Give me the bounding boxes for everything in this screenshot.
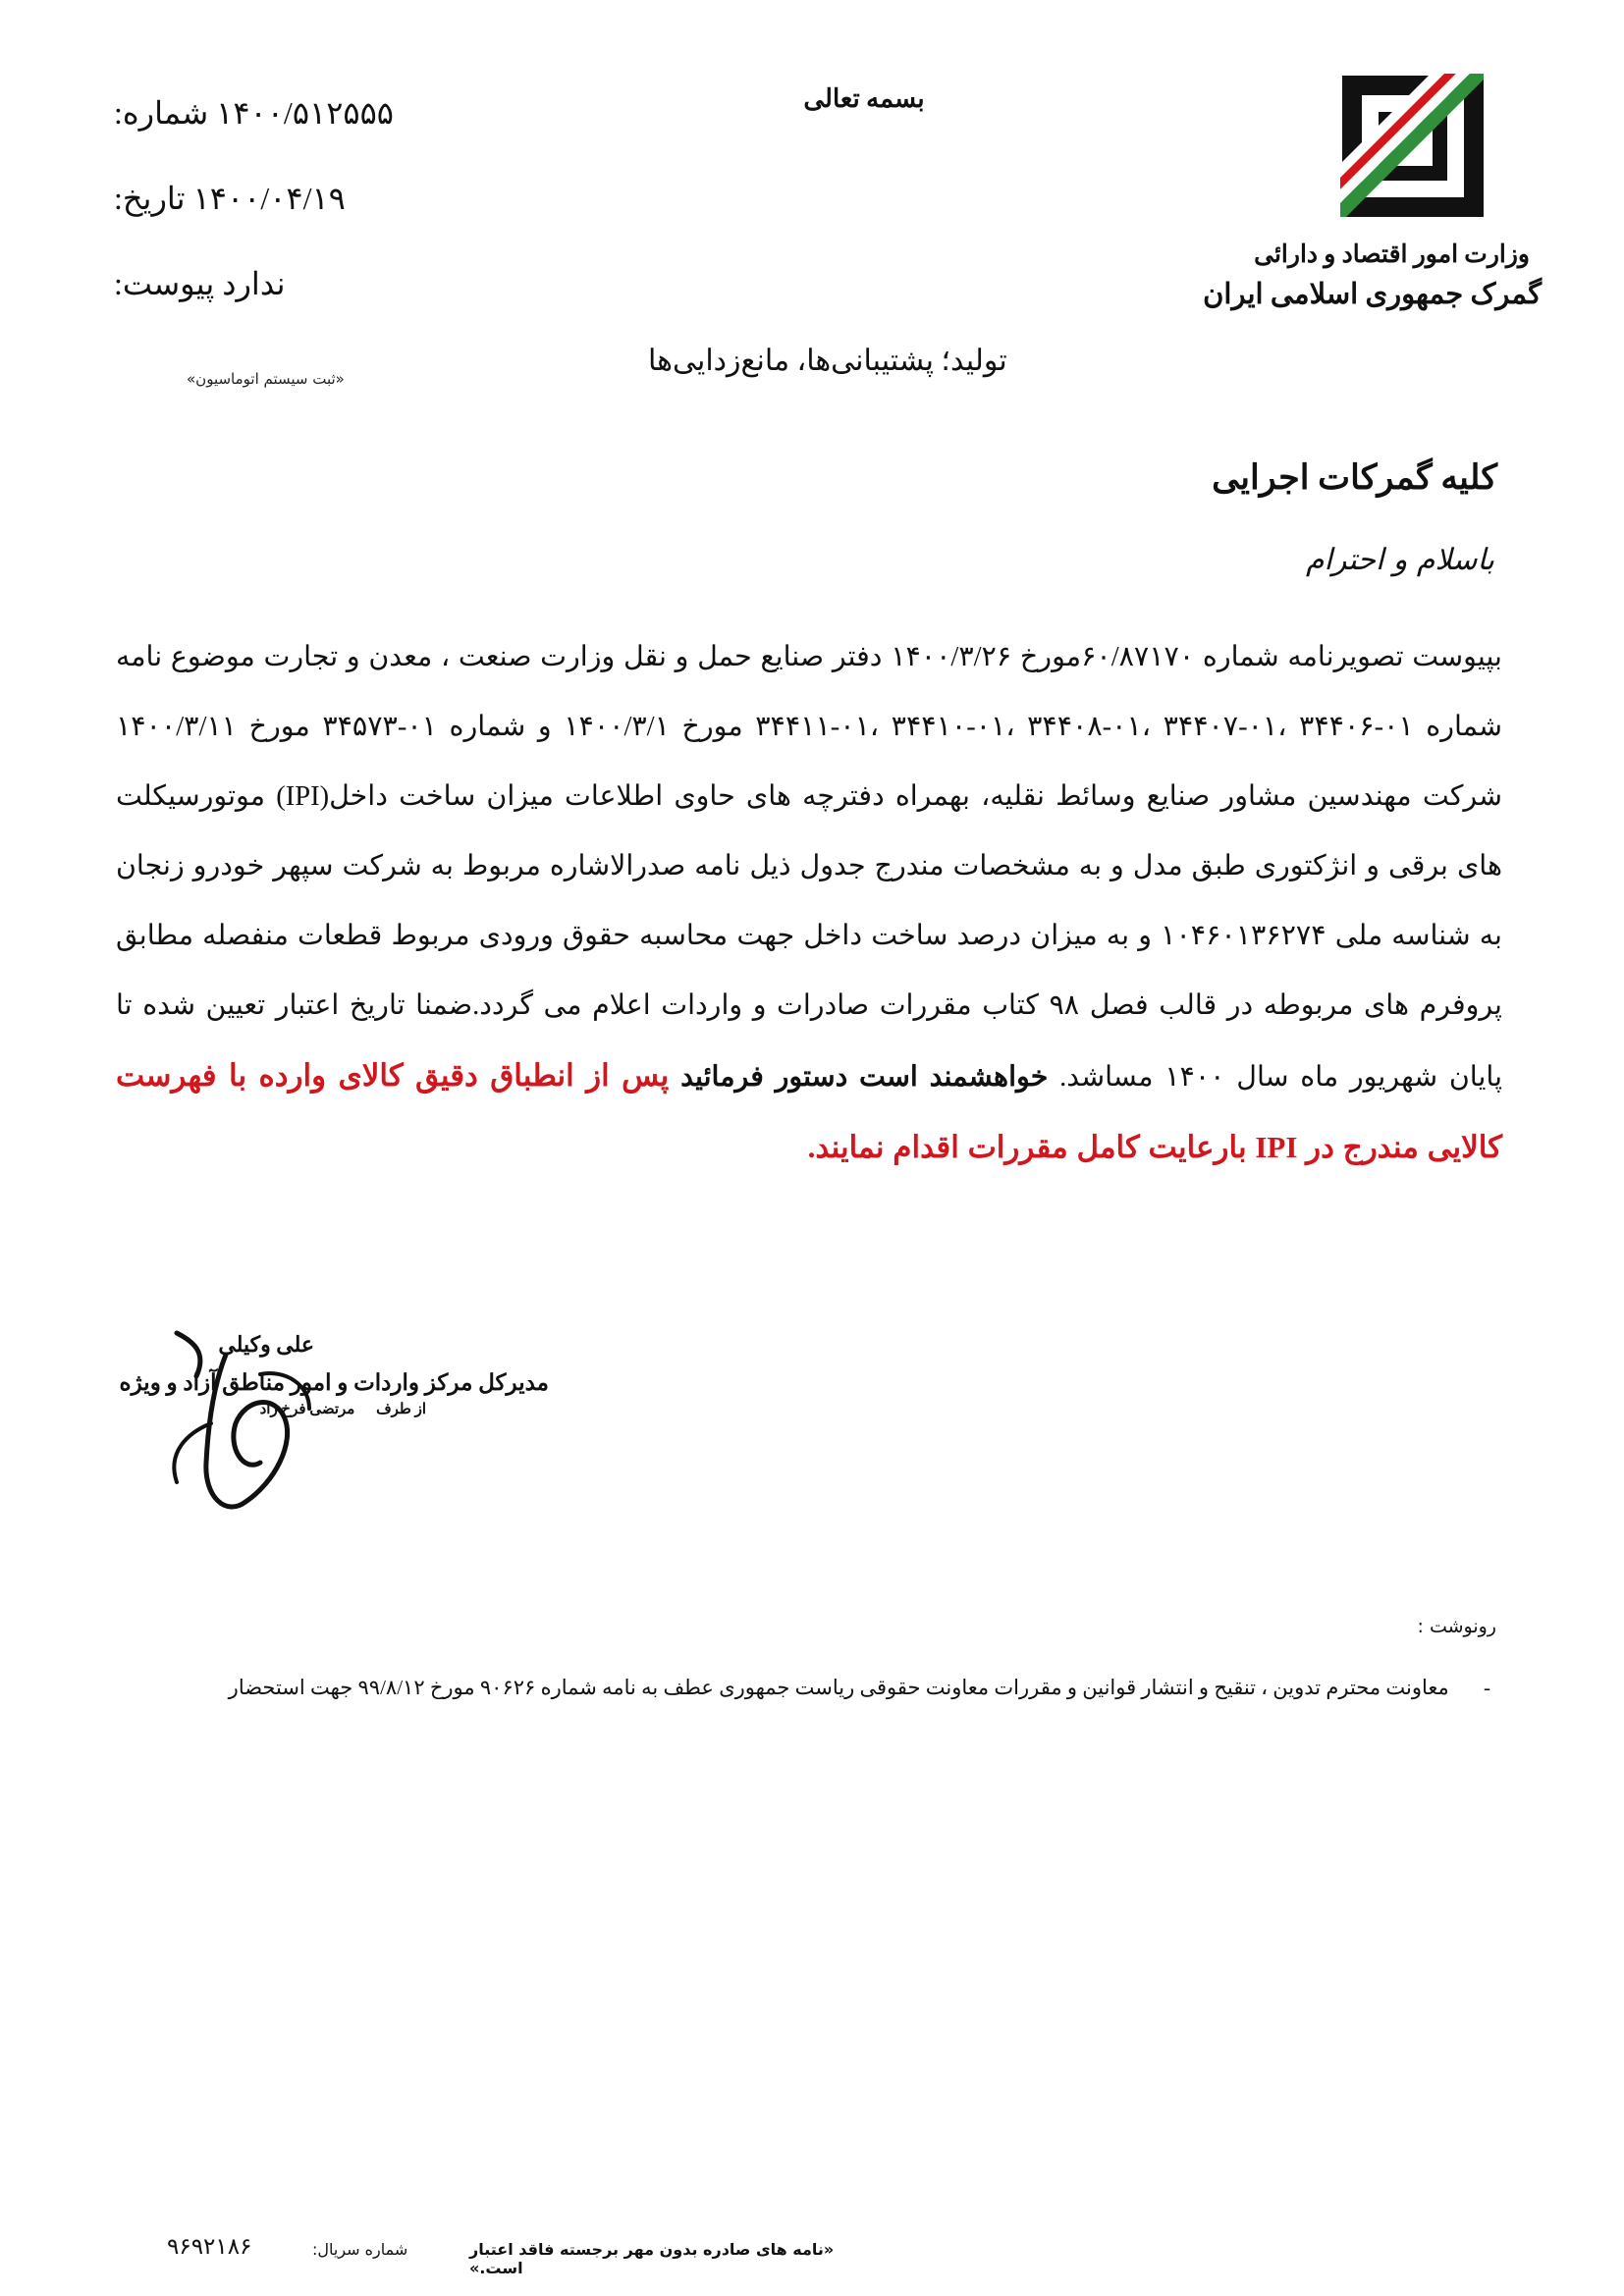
on-behalf-label: از طرف: [376, 1402, 426, 1417]
greeting: باسلام و احترام: [1305, 543, 1494, 577]
signatory-name: علی وکیلی: [218, 1332, 314, 1357]
cc-item-text: معاونت محترم تدوین ، تنقیح و انتشار قوانین و مقررات معاونت حقوقی ریاست جمهوری عطف به نامه شماره ۹۰۶۲۶ مورخ ۹۹/۸/۱۲ جهت استحضار: [228, 1676, 1449, 1699]
recipient: کلیه گمرکات اجرایی: [1212, 458, 1497, 497]
on-behalf-name: مرتضی فرخ زاد: [259, 1402, 355, 1417]
letter-number-label: شماره:: [114, 95, 209, 131]
cc-item-dash: -: [1484, 1676, 1490, 1699]
customs-logo-icon: [1334, 68, 1491, 225]
letter-number-value: ۱۴۰۰/۵۱۲۵۵۵: [216, 95, 394, 131]
letter-date: [88, 180, 403, 217]
serial-value: ۹۶۹۲۱۸۶: [167, 2234, 252, 2260]
letter-attachment: [88, 265, 403, 302]
body-text-emphasis: پس از انطباق دقیق کالای وارده با فهرست کالایی مندرج در IPI بارعایت کامل مقررات اقدام نمایند.: [116, 1058, 1502, 1164]
auto-registration-note: «ثبت سیستم اتوماسیون»: [187, 370, 345, 388]
signatory-on-behalf: [200, 1400, 426, 1418]
letter-attachment-label: پیوست:: [114, 266, 215, 301]
body-text-bold: خواهشمند است دستور فرمائید: [680, 1062, 1049, 1093]
letter-date-value: ۱۴۰۰/۰۴/۱۹: [192, 181, 346, 216]
body-text-regular: بپیوست تصویرنامه شماره ۶۰/۸۷۱۷۰مورخ ۱۴۰۰/۳/۲۶ دفتر صنایع حمل و نقل وزارت صنعت ، معدن و تجارت موضوع نامه شماره ۰۱-۳۴۴۰۶ ،۰۱-۳۴۴۰۷ ،۰۱-۳۴۴۰۸ ،۰۱-۳۴۴۱۰ ،۰۱-۳۴۴۱۱ مورخ ۱۴۰۰/۳/۱ و شماره ۰۱-۳۴۵۷۳ مورخ ۱۴۰۰/۳/۱۱ شرکت مهندسین مشاور صنایع وسائط نقلیه، بهمراه دفترچه های حاوی اطلاعات میزان ساخت داخل(IPI) موتورسیکلت های برقی و انژکتوری طبق مدل و به مشخصات مندرج جدول ذیل نامه صدرالاشاره مربوط به شرکت سپهر خودرو زنجان به شناسه ملی ۱۰۴۶۰۱۳۶۲۷۴ و به میزان درصد ساخت داخل جهت محاسبه حقوق ورودی مربوط قطعات منفصله مطابق پروفرم های مربوطه در قالب فصل ۹۸ کتاب مقررات صادرات و واردات اعلام می گردد.ضمنا تاریخ اعتبار تعیین شده تا پایان شهریور ماه سال ۱۴۰۰ مساشد.: [116, 642, 1503, 1093]
letter-category: تولید؛ پشتیبانی‌ها، مانع‌زدایی‌ها: [648, 345, 1007, 377]
organization-name: گمرک جمهوری اسلامی ایران: [1203, 279, 1542, 310]
ministry-name: وزارت امور اقتصاد و دارائی: [1254, 241, 1530, 268]
cc-item: [155, 1676, 1490, 1700]
ministry-block: [1176, 236, 1542, 314]
letter-date-label: تاریخ:: [114, 181, 186, 216]
letter-number: [88, 94, 403, 132]
cc-label: رونوشت :: [1417, 1616, 1496, 1637]
serial-label: شماره سریال:: [312, 2240, 408, 2259]
basmala: بسمه تعالی: [803, 84, 925, 113]
signatory-title: مدیرکل مرکز واردات و امور مناطق آزاد و ویژه: [119, 1370, 549, 1395]
validity-note: «نامه های صادره بدون مهر برجسته فاقد اعتبار است.»: [469, 2240, 835, 2277]
letter-attachment-value: ندارد: [222, 266, 286, 301]
letter-body: [116, 622, 1502, 1184]
